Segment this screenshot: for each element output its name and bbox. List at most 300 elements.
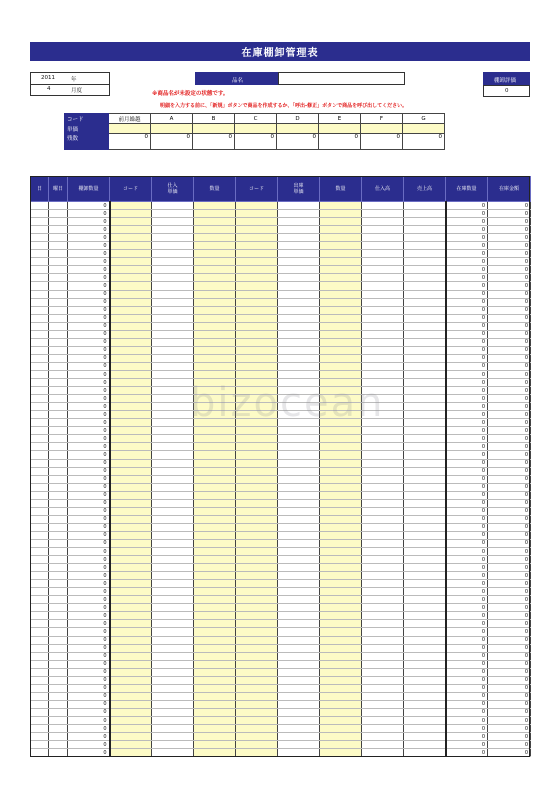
cell-in-qty[interactable] — [194, 604, 236, 612]
cell-out-qty[interactable] — [320, 660, 362, 668]
cell-in-qty[interactable] — [194, 523, 236, 531]
cell-weekday[interactable] — [49, 668, 68, 676]
cell-in-code[interactable] — [110, 628, 152, 636]
cell-in-code[interactable] — [110, 242, 152, 250]
cell-weekday[interactable] — [49, 395, 68, 403]
cell-in-qty[interactable] — [194, 556, 236, 564]
cell-day[interactable] — [31, 290, 49, 298]
cell-day[interactable] — [31, 548, 49, 556]
cell-purchase[interactable] — [362, 628, 404, 636]
cell-day[interactable] — [31, 733, 49, 741]
cell-sales[interactable] — [404, 467, 446, 475]
cell-in-qty[interactable] — [194, 531, 236, 539]
cell-sales[interactable] — [404, 282, 446, 290]
cell-weekday[interactable] — [49, 588, 68, 596]
cell-sales[interactable] — [404, 523, 446, 531]
cell-out-price[interactable] — [278, 322, 320, 330]
cell-in-price[interactable] — [152, 234, 194, 242]
cell-in-code[interactable] — [110, 354, 152, 362]
cell-out-code[interactable] — [236, 741, 278, 749]
cell-out-code[interactable] — [236, 580, 278, 588]
cell-in-price[interactable] — [152, 572, 194, 580]
cell-out-qty[interactable] — [320, 330, 362, 338]
cell-purchase[interactable] — [362, 604, 404, 612]
cell-sales[interactable] — [404, 475, 446, 483]
cell-sales[interactable] — [404, 274, 446, 282]
product-name-field[interactable] — [278, 72, 405, 85]
cell-in-code[interactable] — [110, 443, 152, 451]
cell-out-code[interactable] — [236, 202, 278, 210]
cell-out-code[interactable] — [236, 330, 278, 338]
cell-out-qty[interactable] — [320, 210, 362, 218]
cell-in-code[interactable] — [110, 387, 152, 395]
price-cell[interactable] — [151, 124, 193, 134]
cell-sales[interactable] — [404, 507, 446, 515]
cell-out-price[interactable] — [278, 539, 320, 547]
cell-day[interactable] — [31, 459, 49, 467]
cell-weekday[interactable] — [49, 226, 68, 234]
cell-out-code[interactable] — [236, 370, 278, 378]
cell-weekday[interactable] — [49, 306, 68, 314]
cell-weekday[interactable] — [49, 379, 68, 387]
cell-purchase[interactable] — [362, 362, 404, 370]
cell-in-price[interactable] — [152, 411, 194, 419]
cell-in-code[interactable] — [110, 499, 152, 507]
cell-in-code[interactable] — [110, 725, 152, 733]
cell-in-qty[interactable] — [194, 370, 236, 378]
price-cell[interactable] — [277, 124, 319, 134]
cell-in-qty[interactable] — [194, 218, 236, 226]
cell-out-code[interactable] — [236, 725, 278, 733]
cell-in-qty[interactable] — [194, 515, 236, 523]
cell-out-code[interactable] — [236, 210, 278, 218]
cell-out-qty[interactable] — [320, 427, 362, 435]
cell-weekday[interactable] — [49, 491, 68, 499]
cell-weekday[interactable] — [49, 628, 68, 636]
cell-day[interactable] — [31, 354, 49, 362]
cell-in-code[interactable] — [110, 282, 152, 290]
cell-weekday[interactable] — [49, 387, 68, 395]
cell-in-qty[interactable] — [194, 314, 236, 322]
cell-out-code[interactable] — [236, 572, 278, 580]
cell-in-price[interactable] — [152, 379, 194, 387]
cell-out-qty[interactable] — [320, 491, 362, 499]
cell-in-price[interactable] — [152, 314, 194, 322]
cell-out-qty[interactable] — [320, 596, 362, 604]
cell-out-qty[interactable] — [320, 676, 362, 684]
cell-in-qty[interactable] — [194, 749, 236, 757]
cell-out-qty[interactable] — [320, 467, 362, 475]
cell-in-qty[interactable] — [194, 258, 236, 266]
cell-in-price[interactable] — [152, 515, 194, 523]
cell-day[interactable] — [31, 266, 49, 274]
cell-out-price[interactable] — [278, 636, 320, 644]
cell-in-code[interactable] — [110, 483, 152, 491]
price-cell[interactable] — [361, 124, 403, 134]
cell-out-qty[interactable] — [320, 556, 362, 564]
cell-purchase[interactable] — [362, 515, 404, 523]
cell-out-code[interactable] — [236, 652, 278, 660]
cell-in-price[interactable] — [152, 491, 194, 499]
cell-weekday[interactable] — [49, 531, 68, 539]
cell-out-code[interactable] — [236, 733, 278, 741]
cell-out-qty[interactable] — [320, 338, 362, 346]
cell-sales[interactable] — [404, 499, 446, 507]
cell-out-price[interactable] — [278, 234, 320, 242]
cell-out-code[interactable] — [236, 451, 278, 459]
cell-in-code[interactable] — [110, 548, 152, 556]
cell-in-price[interactable] — [152, 210, 194, 218]
cell-in-qty[interactable] — [194, 692, 236, 700]
cell-weekday[interactable] — [49, 234, 68, 242]
cell-out-qty[interactable] — [320, 282, 362, 290]
cell-day[interactable] — [31, 572, 49, 580]
cell-in-price[interactable] — [152, 370, 194, 378]
cell-sales[interactable] — [404, 403, 446, 411]
year-value[interactable]: 2011 — [41, 75, 55, 81]
cell-in-code[interactable] — [110, 362, 152, 370]
cell-in-price[interactable] — [152, 258, 194, 266]
cell-weekday[interactable] — [49, 652, 68, 660]
cell-out-qty[interactable] — [320, 274, 362, 282]
cell-sales[interactable] — [404, 483, 446, 491]
cell-out-price[interactable] — [278, 202, 320, 210]
cell-sales[interactable] — [404, 741, 446, 749]
cell-in-qty[interactable] — [194, 668, 236, 676]
cell-sales[interactable] — [404, 749, 446, 757]
cell-in-qty[interactable] — [194, 548, 236, 556]
cell-day[interactable] — [31, 564, 49, 572]
cell-in-qty[interactable] — [194, 684, 236, 692]
cell-out-qty[interactable] — [320, 684, 362, 692]
cell-in-qty[interactable] — [194, 451, 236, 459]
cell-in-code[interactable] — [110, 539, 152, 547]
cell-day[interactable] — [31, 403, 49, 411]
cell-day[interactable] — [31, 443, 49, 451]
cell-out-price[interactable] — [278, 749, 320, 757]
cell-out-qty[interactable] — [320, 475, 362, 483]
cell-day[interactable] — [31, 419, 49, 427]
cell-out-price[interactable] — [278, 443, 320, 451]
cell-out-price[interactable] — [278, 684, 320, 692]
cell-day[interactable] — [31, 515, 49, 523]
cell-sales[interactable] — [404, 379, 446, 387]
cell-in-price[interactable] — [152, 346, 194, 354]
cell-day[interactable] — [31, 379, 49, 387]
cell-in-code[interactable] — [110, 435, 152, 443]
cell-out-price[interactable] — [278, 548, 320, 556]
cell-purchase[interactable] — [362, 676, 404, 684]
cell-in-code[interactable] — [110, 202, 152, 210]
cell-out-code[interactable] — [236, 644, 278, 652]
cell-out-qty[interactable] — [320, 435, 362, 443]
cell-in-qty[interactable] — [194, 274, 236, 282]
cell-purchase[interactable] — [362, 266, 404, 274]
cell-in-price[interactable] — [152, 250, 194, 258]
cell-day[interactable] — [31, 250, 49, 258]
cell-out-price[interactable] — [278, 282, 320, 290]
cell-out-code[interactable] — [236, 636, 278, 644]
cell-day[interactable] — [31, 298, 49, 306]
cell-sales[interactable] — [404, 692, 446, 700]
cell-weekday[interactable] — [49, 242, 68, 250]
cell-purchase[interactable] — [362, 588, 404, 596]
cell-in-code[interactable] — [110, 636, 152, 644]
cell-sales[interactable] — [404, 451, 446, 459]
cell-weekday[interactable] — [49, 596, 68, 604]
cell-day[interactable] — [31, 556, 49, 564]
cell-weekday[interactable] — [49, 692, 68, 700]
cell-out-price[interactable] — [278, 523, 320, 531]
cell-day[interactable] — [31, 692, 49, 700]
cell-out-qty[interactable] — [320, 692, 362, 700]
cell-day[interactable] — [31, 749, 49, 757]
cell-purchase[interactable] — [362, 539, 404, 547]
cell-weekday[interactable] — [49, 250, 68, 258]
cell-day[interactable] — [31, 612, 49, 620]
cell-out-price[interactable] — [278, 499, 320, 507]
cell-in-qty[interactable] — [194, 443, 236, 451]
cell-out-code[interactable] — [236, 258, 278, 266]
cell-out-code[interactable] — [236, 459, 278, 467]
cell-out-qty[interactable] — [320, 370, 362, 378]
cell-purchase[interactable] — [362, 218, 404, 226]
cell-in-code[interactable] — [110, 523, 152, 531]
cell-sales[interactable] — [404, 604, 446, 612]
cell-in-price[interactable] — [152, 539, 194, 547]
cell-out-qty[interactable] — [320, 523, 362, 531]
cell-out-qty[interactable] — [320, 604, 362, 612]
cell-out-qty[interactable] — [320, 668, 362, 676]
cell-weekday[interactable] — [49, 499, 68, 507]
cell-day[interactable] — [31, 338, 49, 346]
cell-out-qty[interactable] — [320, 218, 362, 226]
cell-in-code[interactable] — [110, 370, 152, 378]
cell-in-qty[interactable] — [194, 717, 236, 725]
cell-in-price[interactable] — [152, 330, 194, 338]
cell-day[interactable] — [31, 218, 49, 226]
cell-weekday[interactable] — [49, 548, 68, 556]
cell-purchase[interactable] — [362, 531, 404, 539]
cell-out-price[interactable] — [278, 298, 320, 306]
cell-sales[interactable] — [404, 387, 446, 395]
cell-out-code[interactable] — [236, 475, 278, 483]
cell-sales[interactable] — [404, 676, 446, 684]
cell-out-price[interactable] — [278, 660, 320, 668]
cell-day[interactable] — [31, 741, 49, 749]
cell-in-price[interactable] — [152, 274, 194, 282]
cell-in-qty[interactable] — [194, 467, 236, 475]
cell-in-price[interactable] — [152, 652, 194, 660]
cell-weekday[interactable] — [49, 676, 68, 684]
cell-in-price[interactable] — [152, 548, 194, 556]
cell-sales[interactable] — [404, 580, 446, 588]
cell-in-qty[interactable] — [194, 226, 236, 234]
cell-in-price[interactable] — [152, 451, 194, 459]
cell-purchase[interactable] — [362, 733, 404, 741]
cell-day[interactable] — [31, 411, 49, 419]
cell-weekday[interactable] — [49, 346, 68, 354]
cell-out-price[interactable] — [278, 226, 320, 234]
cell-out-price[interactable] — [278, 242, 320, 250]
cell-out-price[interactable] — [278, 556, 320, 564]
cell-weekday[interactable] — [49, 572, 68, 580]
cell-in-qty[interactable] — [194, 282, 236, 290]
cell-out-price[interactable] — [278, 692, 320, 700]
cell-in-qty[interactable] — [194, 499, 236, 507]
cell-purchase[interactable] — [362, 491, 404, 499]
cell-sales[interactable] — [404, 435, 446, 443]
cell-in-price[interactable] — [152, 708, 194, 716]
cell-out-price[interactable] — [278, 596, 320, 604]
cell-in-price[interactable] — [152, 588, 194, 596]
cell-sales[interactable] — [404, 660, 446, 668]
cell-day[interactable] — [31, 210, 49, 218]
cell-in-qty[interactable] — [194, 338, 236, 346]
cell-out-code[interactable] — [236, 314, 278, 322]
cell-weekday[interactable] — [49, 475, 68, 483]
cell-in-price[interactable] — [152, 419, 194, 427]
cell-out-code[interactable] — [236, 298, 278, 306]
cell-sales[interactable] — [404, 628, 446, 636]
cell-in-code[interactable] — [110, 515, 152, 523]
cell-weekday[interactable] — [49, 282, 68, 290]
cell-weekday[interactable] — [49, 725, 68, 733]
cell-sales[interactable] — [404, 354, 446, 362]
cell-in-code[interactable] — [110, 218, 152, 226]
price-cell[interactable] — [109, 124, 151, 134]
cell-sales[interactable] — [404, 298, 446, 306]
cell-weekday[interactable] — [49, 338, 68, 346]
cell-sales[interactable] — [404, 322, 446, 330]
cell-out-price[interactable] — [278, 717, 320, 725]
cell-in-code[interactable] — [110, 322, 152, 330]
cell-in-code[interactable] — [110, 652, 152, 660]
cell-out-price[interactable] — [278, 644, 320, 652]
cell-weekday[interactable] — [49, 290, 68, 298]
cell-sales[interactable] — [404, 612, 446, 620]
cell-out-qty[interactable] — [320, 620, 362, 628]
cell-in-code[interactable] — [110, 290, 152, 298]
cell-purchase[interactable] — [362, 692, 404, 700]
cell-sales[interactable] — [404, 443, 446, 451]
cell-in-price[interactable] — [152, 395, 194, 403]
cell-out-qty[interactable] — [320, 451, 362, 459]
cell-day[interactable] — [31, 628, 49, 636]
cell-purchase[interactable] — [362, 652, 404, 660]
cell-in-qty[interactable] — [194, 588, 236, 596]
cell-in-code[interactable] — [110, 306, 152, 314]
cell-out-code[interactable] — [236, 596, 278, 604]
cell-purchase[interactable] — [362, 210, 404, 218]
cell-out-qty[interactable] — [320, 226, 362, 234]
cell-purchase[interactable] — [362, 298, 404, 306]
cell-out-code[interactable] — [236, 250, 278, 258]
cell-in-price[interactable] — [152, 403, 194, 411]
cell-in-price[interactable] — [152, 523, 194, 531]
cell-sales[interactable] — [404, 290, 446, 298]
cell-out-price[interactable] — [278, 306, 320, 314]
price-cell[interactable] — [319, 124, 361, 134]
cell-sales[interactable] — [404, 684, 446, 692]
cell-sales[interactable] — [404, 234, 446, 242]
cell-out-price[interactable] — [278, 218, 320, 226]
cell-sales[interactable] — [404, 427, 446, 435]
cell-in-price[interactable] — [152, 290, 194, 298]
cell-day[interactable] — [31, 580, 49, 588]
cell-out-code[interactable] — [236, 218, 278, 226]
cell-in-qty[interactable] — [194, 459, 236, 467]
cell-day[interactable] — [31, 346, 49, 354]
cell-sales[interactable] — [404, 306, 446, 314]
cell-in-qty[interactable] — [194, 242, 236, 250]
cell-in-qty[interactable] — [194, 346, 236, 354]
cell-in-qty[interactable] — [194, 362, 236, 370]
cell-sales[interactable] — [404, 588, 446, 596]
cell-in-price[interactable] — [152, 226, 194, 234]
cell-weekday[interactable] — [49, 354, 68, 362]
cell-in-qty[interactable] — [194, 290, 236, 298]
cell-out-code[interactable] — [236, 660, 278, 668]
cell-out-code[interactable] — [236, 749, 278, 757]
cell-out-code[interactable] — [236, 443, 278, 451]
cell-day[interactable] — [31, 202, 49, 210]
cell-out-code[interactable] — [236, 531, 278, 539]
cell-out-qty[interactable] — [320, 515, 362, 523]
cell-purchase[interactable] — [362, 258, 404, 266]
cell-out-price[interactable] — [278, 676, 320, 684]
cell-day[interactable] — [31, 451, 49, 459]
cell-out-code[interactable] — [236, 282, 278, 290]
cell-purchase[interactable] — [362, 370, 404, 378]
cell-sales[interactable] — [404, 266, 446, 274]
cell-day[interactable] — [31, 475, 49, 483]
cell-weekday[interactable] — [49, 539, 68, 547]
cell-out-qty[interactable] — [320, 717, 362, 725]
cell-out-price[interactable] — [278, 451, 320, 459]
cell-weekday[interactable] — [49, 362, 68, 370]
cell-out-qty[interactable] — [320, 749, 362, 757]
cell-out-code[interactable] — [236, 507, 278, 515]
cell-out-price[interactable] — [278, 588, 320, 596]
cell-purchase[interactable] — [362, 636, 404, 644]
cell-out-code[interactable] — [236, 234, 278, 242]
cell-in-qty[interactable] — [194, 475, 236, 483]
cell-weekday[interactable] — [49, 202, 68, 210]
cell-in-price[interactable] — [152, 700, 194, 708]
price-cell[interactable] — [193, 124, 235, 134]
cell-out-qty[interactable] — [320, 314, 362, 322]
cell-out-code[interactable] — [236, 483, 278, 491]
cell-in-code[interactable] — [110, 226, 152, 234]
cell-weekday[interactable] — [49, 218, 68, 226]
cell-day[interactable] — [31, 467, 49, 475]
cell-in-code[interactable] — [110, 733, 152, 741]
cell-in-price[interactable] — [152, 684, 194, 692]
cell-purchase[interactable] — [362, 443, 404, 451]
cell-out-qty[interactable] — [320, 507, 362, 515]
cell-day[interactable] — [31, 717, 49, 725]
cell-out-qty[interactable] — [320, 564, 362, 572]
cell-day[interactable] — [31, 507, 49, 515]
cell-weekday[interactable] — [49, 660, 68, 668]
cell-purchase[interactable] — [362, 564, 404, 572]
cell-purchase[interactable] — [362, 612, 404, 620]
cell-out-price[interactable] — [278, 700, 320, 708]
cell-out-code[interactable] — [236, 338, 278, 346]
cell-in-code[interactable] — [110, 210, 152, 218]
cell-out-price[interactable] — [278, 459, 320, 467]
